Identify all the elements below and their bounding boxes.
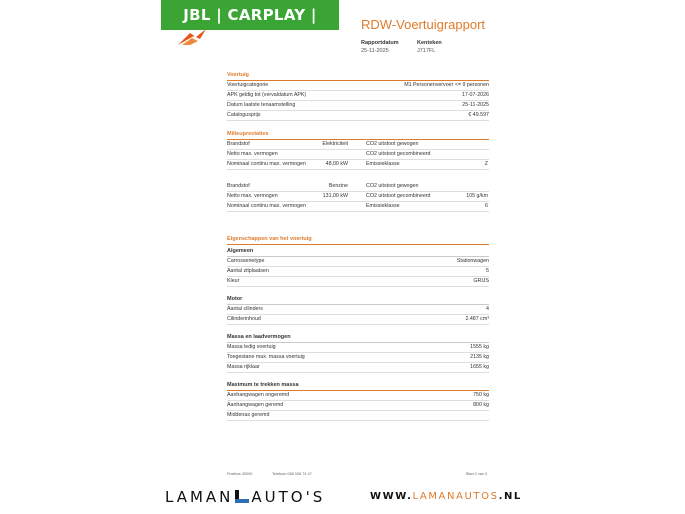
feature-banner: JBL | CARPLAY | ANDROID [161,0,339,30]
dealer-url-main: LAMANAUTOS [412,491,499,502]
dealer-logo [165,488,325,506]
section-eigenschappen [227,236,489,421]
table-row: Cilinderinhoud 2.487 cm³ [227,315,489,325]
document-title: RDW-Voertuigrapport [361,17,486,32]
table-row: Aanhangwagen ongeremd 750 kg [227,391,489,401]
dealer-logo-icon [235,490,249,503]
table-row: Aantal zitplaatsen 5 [227,267,489,277]
table-row: Massa rijklaar 1655 kg [227,363,489,373]
table-row: Catalogusprijs € 49.597 [227,111,489,121]
license-plate-value: J717FL [417,48,436,54]
report-date [361,40,399,54]
license-plate-label: Kenteken [417,40,442,46]
table-row: Carrosserietype Stationwagen [227,257,489,267]
table-row: Middenas geremd [227,411,489,421]
subsection-title: Motor [227,296,243,302]
section-title: Milieuprestaties [227,131,269,137]
table-row: Nominaal continu max. vermogen Emissieklasse 6 [227,202,489,212]
table-row: APK geldig tot (vervaldatum APK) 17-07-2026 [227,91,489,101]
section-title: Voertuig [227,72,249,78]
table-row: Nominaal continu max. vermogen 48,00 kW Emissieklasse Z [227,160,489,170]
table-row: Toegestane max. massa voertuig 2135 kg [227,353,489,363]
section-milieuprestaties [227,131,489,212]
report-date-label: Rapportdatum [361,40,399,46]
section-title: Eigenschappen van het voertuig [227,236,312,242]
dealer-website [370,491,522,502]
subsection-title: Algemeen [227,248,254,254]
rdw-logo-icon [176,27,216,47]
dealer-name-right: AUTO'S [251,488,326,506]
table-row: Kleur GRIJS [227,277,489,287]
table-row: Voertuigcategorie M1 Personenvervoer <= 9 personen [227,81,489,91]
table-row: Aantal cilinders 4 [227,305,489,315]
table-row: Datum laatste tenaamstelling 25-11-2025 [227,101,489,111]
dealer-url-suffix: .NL [498,491,522,502]
license-plate [417,40,442,54]
footer-page-number: Blad 2 van 3 [466,472,488,476]
divider [227,244,489,245]
subsection-title: Massa en laadvermogen [227,334,291,340]
subsection-title: Maximum te trekken massa [227,382,299,388]
section-voertuig [227,72,489,121]
table-row: Brandstof Elektriciteit CO2 uitstoot gewogen [227,140,489,150]
dealer-url-prefix: WWW. [370,491,413,502]
footer-address: Postbus 30000 [227,472,253,476]
dealer-name-left: LAMAN [165,488,234,506]
table-row: Netto max. vermogen CO2 uitstoot gecombineerd [227,150,489,160]
table-row: Aanhangwagen geremd 800 kg [227,401,489,411]
report-date-value: 25-11-2025 [361,48,389,54]
table-row: Brandstof Benzine CO2 uitstoot gewogen [227,182,489,192]
table-row: Massa ledig voertuig 1555 kg [227,343,489,353]
table-row: Netto max. vermogen 131,00 kW CO2 uitstoot gecombineerd 105 g/km [227,192,489,202]
footer-phone: Telefoon 088 008 74 47 [272,472,312,476]
